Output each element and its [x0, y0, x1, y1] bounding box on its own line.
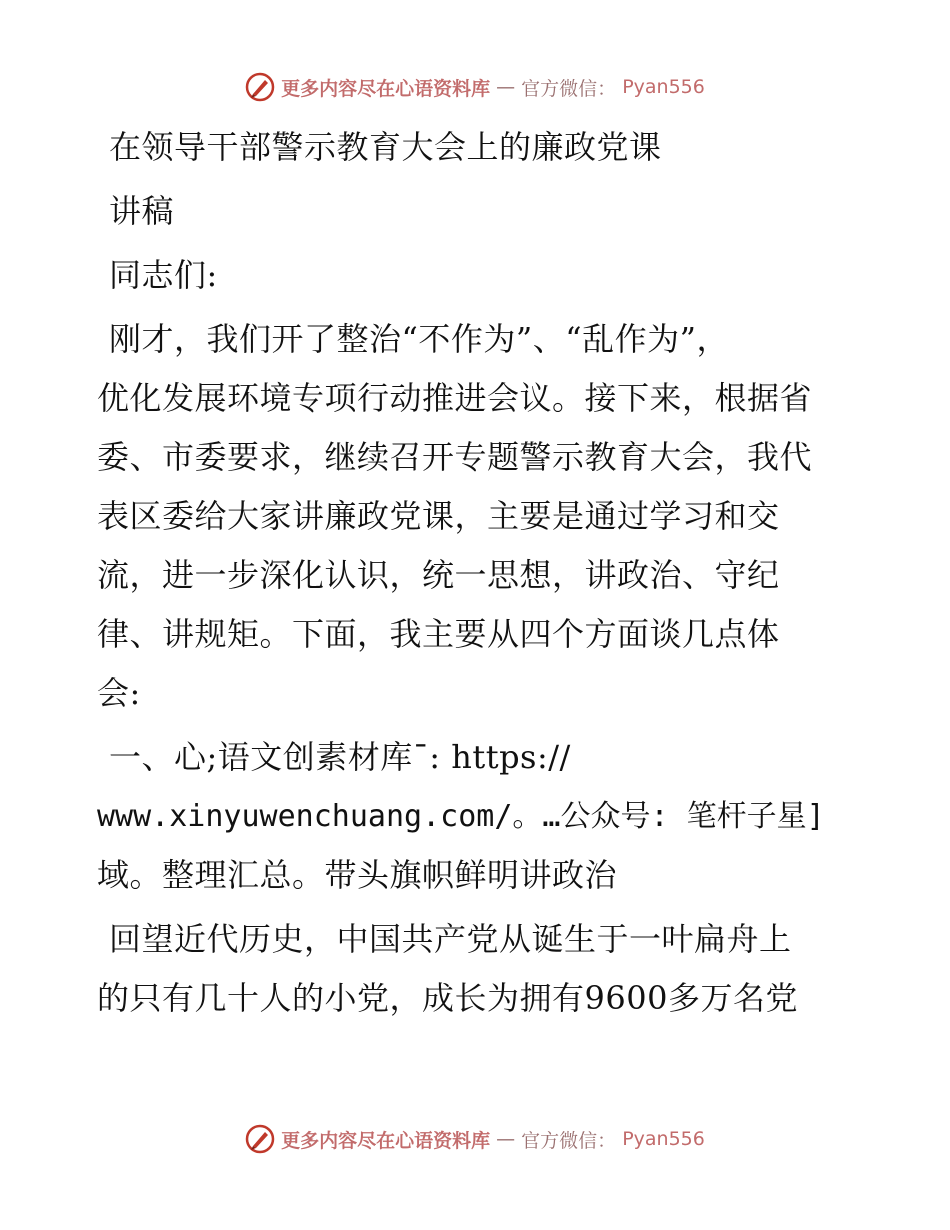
watermark-wechat-id: Pyan556	[622, 1128, 705, 1150]
paragraph-line: 律、讲规矩。下面，我主要从四个方面谈几点体	[97, 615, 780, 653]
paragraph-line: 回望近代历史，中国共产党从诞生于一叶扁舟上	[109, 920, 792, 958]
pen-logo-icon	[245, 1124, 275, 1154]
paragraph-line: 刚才，我们开了整治“不作为”、“乱作为”，	[109, 320, 729, 358]
pen-logo-icon	[245, 72, 275, 102]
section-heading-line: 一、心;语文创素材库¯: https://	[109, 738, 571, 776]
paragraph-2	[97, 910, 857, 1028]
paragraph-line: 表区委给大家讲廉政党课，主要是通过学习和交	[97, 497, 780, 535]
paragraph-line: 优化发展环境专项行动推进会议。接下来，根据省	[97, 379, 813, 417]
paragraph-1	[97, 310, 857, 723]
paragraph-line: 流，进一步深化认识，统一思想，讲政治、守纪	[97, 556, 780, 594]
document-title-line-1: 在领导干部警示教育大会上的廉政党课	[109, 128, 662, 166]
watermark-separator: —	[496, 76, 516, 98]
watermark-separator: —	[496, 1128, 516, 1150]
salutation: 同志们:	[109, 256, 218, 294]
watermark-label: 官方微信：	[521, 77, 617, 100]
watermark-wechat-id: Pyan556	[622, 76, 705, 98]
document-title-line-2: 讲稿	[109, 192, 175, 230]
section-heading-1	[97, 728, 857, 905]
watermark-main-text: 更多内容尽在心语资料库	[281, 77, 491, 100]
paragraph-line: 的只有几十人的小党，成长为拥有9600多万名党	[97, 979, 798, 1017]
section-heading-line: 域。整理汇总。带头旗帜鲜明讲政治	[97, 856, 618, 894]
paragraph-line: 会:	[97, 674, 141, 712]
paragraph-line: 委、市委要求，继续召开专题警示教育大会，我代	[97, 438, 813, 476]
footer-watermark	[0, 1124, 950, 1154]
document-body	[97, 118, 857, 1028]
watermark-main-text: 更多内容尽在心语资料库	[281, 1129, 491, 1152]
watermark-label: 官方微信：	[521, 1129, 617, 1152]
header-watermark	[0, 72, 950, 102]
section-heading-line: www.xinyuwenchuang.com/。…公众号: 笔杆子星]	[97, 799, 825, 834]
